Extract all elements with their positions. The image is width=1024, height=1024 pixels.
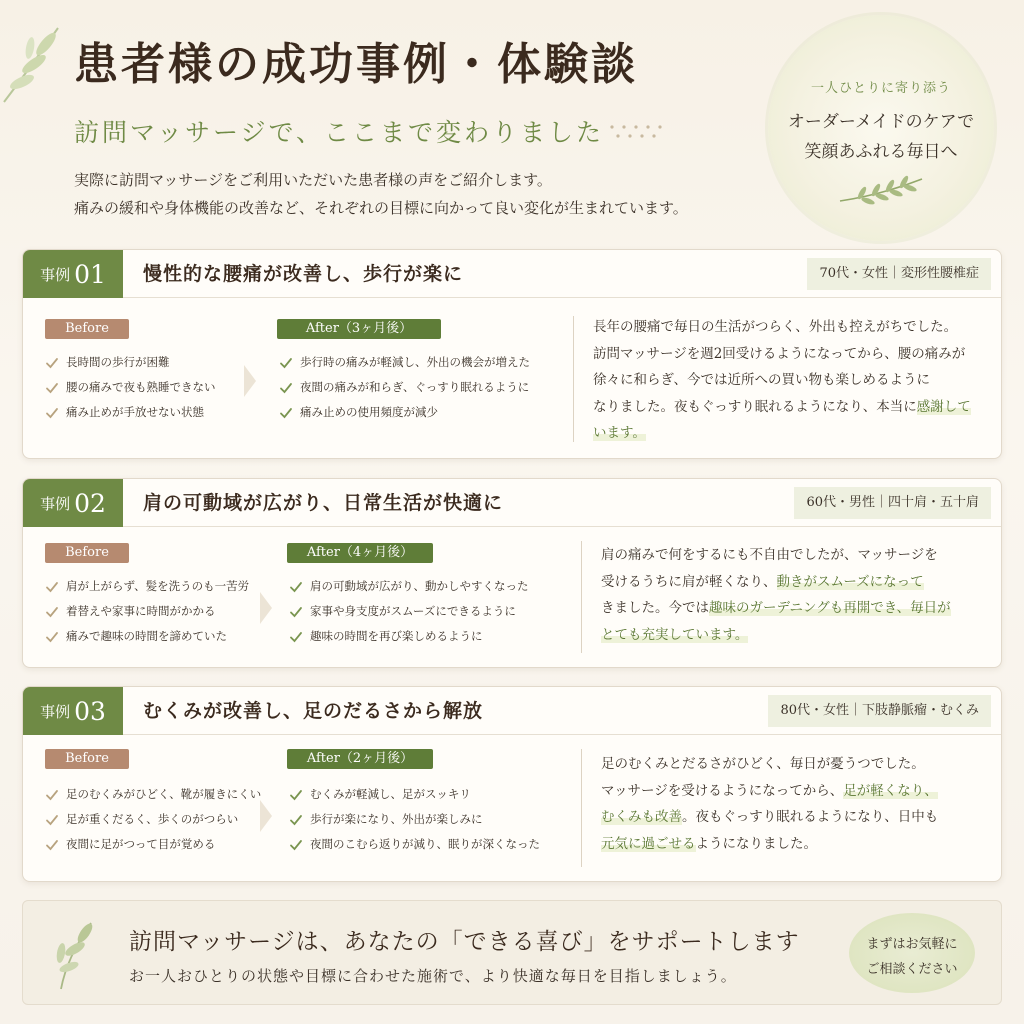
before-label: Before — [45, 319, 129, 339]
story-line: 元気に過ごせるようになりました。 — [601, 835, 817, 852]
case-tag-number: 01 — [74, 259, 106, 289]
testimonial-text — [601, 751, 938, 857]
before-label: Before — [45, 543, 129, 563]
case-tag — [23, 479, 123, 527]
footer-banner — [22, 900, 1002, 1005]
badge-small-text: 一人ひとりに寄り添う — [810, 81, 951, 96]
check-icon — [45, 356, 59, 370]
list-item: 夜間の痛みが和らぎ、ぐっすり眠れるように — [279, 375, 530, 400]
check-icon — [279, 381, 293, 395]
footer-title: 訪問マッサージは、あなたの「できる喜び」をサポートします — [129, 929, 800, 955]
footer-subtitle: お一人おひとりの状態や目標に合わせた施術で、より快適な毎日を目指しましょう。 — [129, 967, 737, 985]
check-icon — [279, 406, 293, 420]
list-item: 夜間に足がつって目が覚める — [45, 832, 261, 857]
case-meta: 70代・女性｜変形性腰椎症 — [807, 258, 991, 290]
story-line: 訪問マッサージを週2回受けるようになってから、腰の痛みが — [593, 345, 966, 362]
divider — [573, 316, 574, 442]
after-label: After（4ヶ月後） — [287, 543, 433, 563]
after-list — [289, 782, 540, 857]
check-icon — [45, 813, 59, 827]
list-item: 歩行時の痛みが軽減し、外出の機会が増えた — [279, 350, 530, 375]
case-meta: 80代・女性｜下肢静脈瘤・むくみ — [768, 695, 991, 727]
list-item: 痛みで趣味の時間を諦めていた — [45, 624, 249, 649]
check-icon — [45, 788, 59, 802]
list-item: 足のむくみがひどく、靴が履きにくい — [45, 782, 261, 807]
case-header — [23, 250, 1001, 298]
list-item: 歩行が楽になり、外出が楽しみに — [289, 807, 540, 832]
before-list — [45, 782, 261, 857]
check-icon — [45, 406, 59, 420]
story-line: マッサージを受けるようになってから、足が軽くなり、 — [601, 782, 938, 799]
leaf-decoration-icon — [0, 18, 62, 108]
testimonial-text — [601, 542, 951, 648]
story-line: います。 — [593, 425, 646, 441]
case-meta: 60代・男性｜四十肩・五十肩 — [794, 487, 991, 519]
check-icon — [45, 605, 59, 619]
case-title: 慢性的な腰痛が改善し、歩行が楽に — [143, 263, 464, 285]
story-line: とても充実しています。 — [601, 626, 749, 643]
leaf-decoration-icon — [47, 917, 97, 991]
check-icon — [45, 381, 59, 395]
case-tag-label: 事例 — [40, 702, 71, 721]
list-item: 痛み止めの使用頻度が減少 — [279, 400, 530, 425]
after-list — [289, 574, 529, 649]
check-icon — [289, 630, 303, 644]
before-list — [45, 350, 216, 425]
check-icon — [289, 580, 303, 594]
case-card-02 — [22, 478, 1002, 668]
story-line: 徐々に和らぎ、今では近所への買い物も楽しめるように — [593, 372, 930, 388]
story-line: 肩の痛みで何をするにも不自由でしたが、マッサージを — [601, 547, 938, 563]
bubble-line: まずはお気軽に — [866, 937, 958, 952]
intro-text — [74, 166, 688, 222]
check-icon — [45, 630, 59, 644]
list-item: むくみが軽減し、足がスッキリ — [289, 782, 540, 807]
case-card-01 — [22, 249, 1002, 459]
intro-line: 実際に訪問マッサージをご利用いただいた患者様の声をご紹介します。 — [74, 171, 552, 189]
story-line: 受けるうちに肩が軽くなり、動きがスムーズになって — [601, 573, 924, 590]
arrow-right-icon — [259, 799, 273, 833]
case-tag-label: 事例 — [40, 265, 71, 284]
list-item: 長時間の歩行が困難 — [45, 350, 216, 375]
arrow-right-icon — [243, 364, 257, 398]
before-list — [45, 574, 249, 649]
case-title: 肩の可動域が広がり、日常生活が快適に — [143, 492, 504, 514]
testimonial-text — [593, 314, 971, 447]
divider — [581, 749, 582, 867]
list-item: 着替えや家事に時間がかかる — [45, 599, 249, 624]
case-header — [23, 479, 1001, 527]
list-item: 趣味の時間を再び楽しめるように — [289, 624, 529, 649]
check-icon — [289, 788, 303, 802]
list-item: 肩が上がらず、髪を洗うのも一苦労 — [45, 574, 249, 599]
case-card-03 — [22, 686, 1002, 882]
case-tag — [23, 687, 123, 735]
badge-line: オーダーメイドのケアで — [787, 112, 975, 132]
story-line: 長年の腰痛で毎日の生活がつらく、外出も控えがちでした。 — [593, 319, 958, 335]
intro-line: 痛みの緩和や身体機能の改善など、それぞれの目標に向かって良い変化が生まれています。 — [74, 199, 688, 217]
divider — [581, 541, 582, 653]
list-item: 腰の痛みで夜も熟睡できない — [45, 375, 216, 400]
case-tag-label: 事例 — [40, 494, 71, 513]
case-tag — [23, 250, 123, 298]
list-item: 家事や身支度がスムーズにできるように — [289, 599, 529, 624]
case-header — [23, 687, 1001, 735]
arrow-right-icon — [259, 591, 273, 625]
case-title: むくみが改善し、足のだるさから解放 — [143, 700, 484, 722]
check-icon — [279, 356, 293, 370]
story-line: むくみも改善。夜もぐっすり眠れるようになり、日中も — [601, 809, 939, 825]
list-item: 足が重くだるく、歩くのがつらい — [45, 807, 261, 832]
check-icon — [45, 838, 59, 852]
check-icon — [289, 838, 303, 852]
list-item: 痛み止めが手放せない状態 — [45, 400, 216, 425]
after-label: After（2ヶ月後） — [287, 749, 433, 769]
page-title: 患者様の成功事例・体験談 — [74, 39, 638, 90]
dots-decoration-icon — [608, 122, 664, 142]
badge-line: 笑顔あふれる毎日へ — [804, 142, 958, 162]
consult-bubble — [849, 913, 975, 993]
branch-icon — [836, 173, 926, 207]
after-list — [279, 350, 530, 425]
list-item: 夜間のこむら返りが減り、眠りが深くなった — [289, 832, 540, 857]
page-subtitle: 訪問マッサージで、ここまで変わりました — [74, 118, 605, 147]
story-line: きました。今では趣味のガーデニングも再開でき、毎日が — [601, 600, 951, 616]
case-tag-number: 03 — [74, 696, 106, 726]
check-icon — [289, 813, 303, 827]
case-tag-number: 02 — [74, 488, 106, 518]
story-line: なりました。夜もぐっすり眠れるようになり、本当に感謝して — [593, 398, 971, 415]
list-item: 肩の可動域が広がり、動かしやすくなった — [289, 574, 529, 599]
check-icon — [45, 580, 59, 594]
check-icon — [289, 605, 303, 619]
bubble-line: ご相談ください — [866, 962, 958, 977]
story-line: 足のむくみとだるさがひどく、毎日が憂うつでした。 — [601, 756, 925, 772]
before-label: Before — [45, 749, 129, 769]
after-label: After（3ヶ月後） — [277, 319, 441, 339]
tagline-badge — [768, 15, 994, 241]
